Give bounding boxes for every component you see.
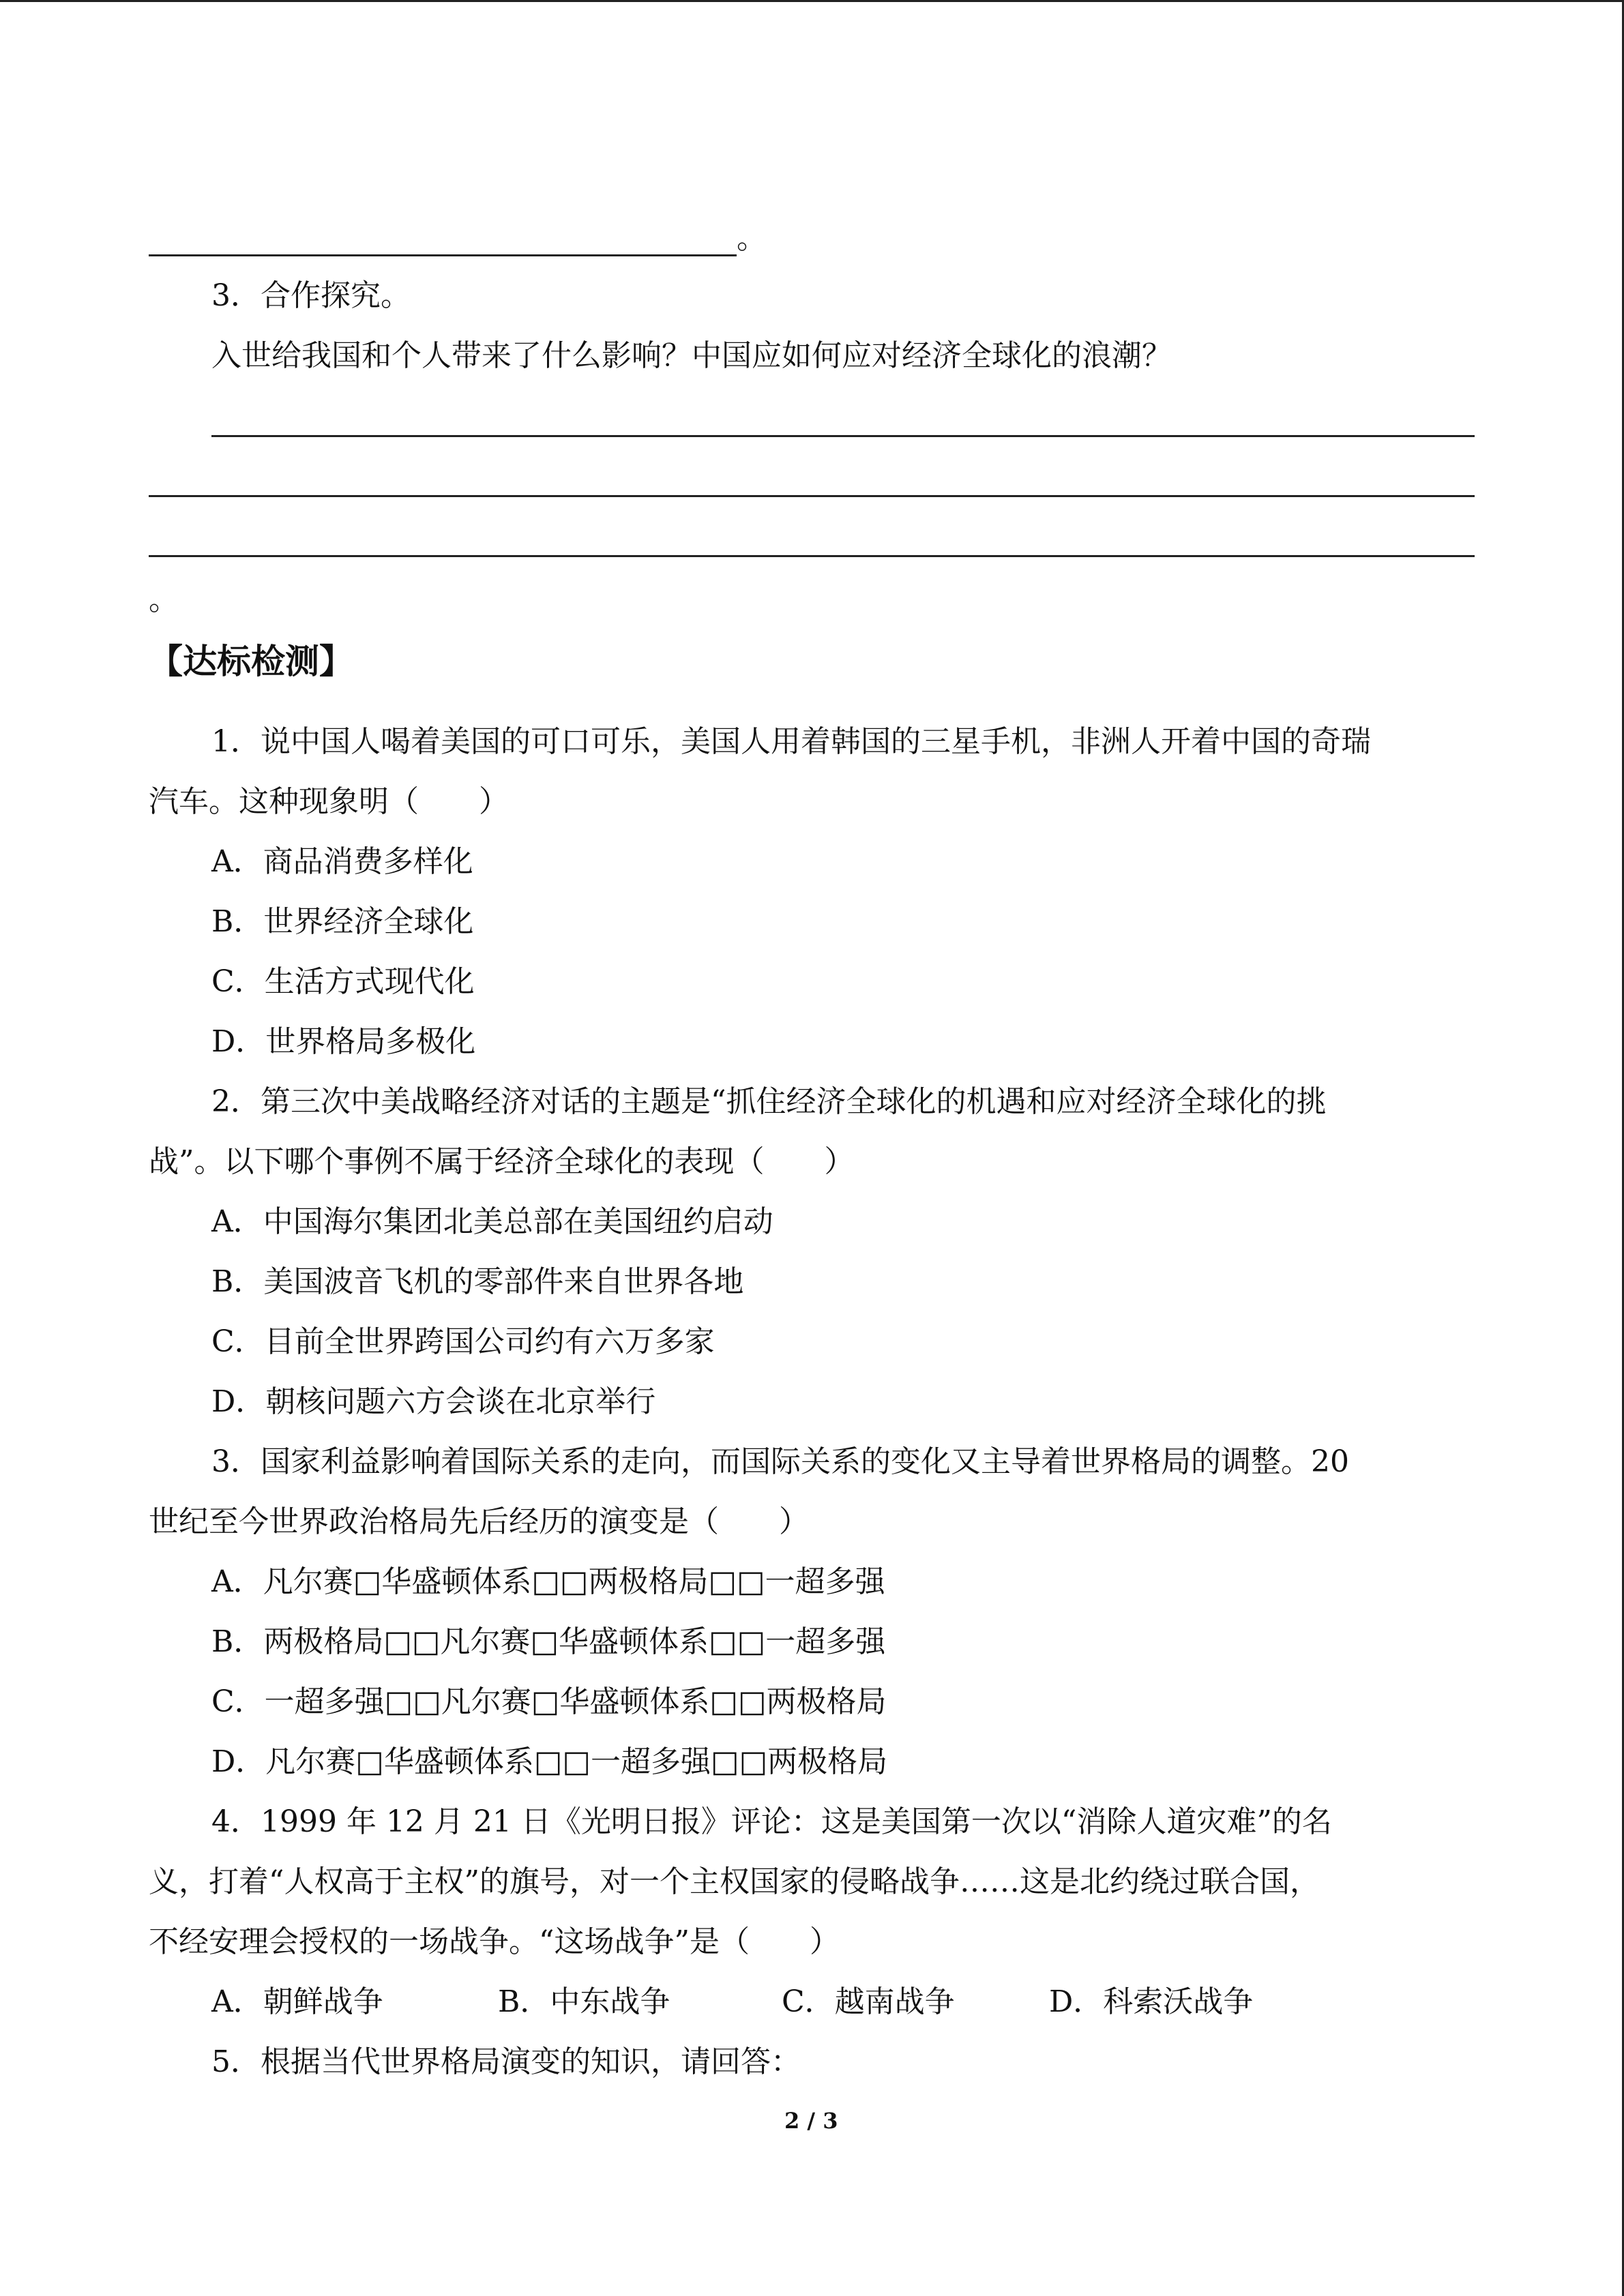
q2-option-d: D．朝核问题六方会谈在北京举行 (211, 1384, 656, 1419)
q4-option-a: A．朝鲜战争 (211, 1984, 383, 2019)
question-3-title: 3．合作探究。 (211, 278, 411, 313)
answer-blank-line (149, 555, 1475, 557)
q3-option-d: D．凡尔赛□华盛顿体系□□一超多强□□两极格局 (211, 1744, 888, 1779)
q1-option-b: B．世界经济全球化 (211, 904, 474, 939)
q1-option-d: D．世界格局多极化 (211, 1024, 476, 1059)
q2-option-c: C．目前全世界跨国公司约有六万多家 (211, 1324, 715, 1359)
q3-stem-line1: 3．国家利益影响着国际关系的走向，而国际关系的变化又主导着世界格局的调整。20 (211, 1444, 1349, 1479)
answer-blank-line (211, 435, 1475, 437)
q1-stem-line1: 1．说中国人喝着美国的可口可乐，美国人用着韩国的三星手机，非洲人开着中国的奇瑞 (211, 724, 1371, 759)
q2-option-b: B．美国波音飞机的零部件来自世界各地 (211, 1264, 744, 1299)
period-mark: 。 (149, 582, 179, 617)
page-number: 2 / 3 (784, 2108, 838, 2134)
q4-stem-line2: 义，打着“人权高于主权”的旗号，对一个主权国家的侵略战争……这是北约绕过联合国， (149, 1864, 1320, 1899)
q5-stem-line1: 5．根据当代世界格局演变的知识，请回答： (211, 2044, 801, 2079)
answer-blank-line (149, 495, 1475, 497)
section-heading: 【达标检测】 (149, 641, 353, 681)
q4-stem-line3: 不经安理会授权的一场战争。“这场战争”是（ ） (149, 1924, 840, 1959)
q1-option-c: C．生活方式现代化 (211, 964, 475, 999)
q2-option-a: A．中国海尔集团北美总部在美国纽约启动 (211, 1204, 773, 1239)
period-mark: 。 (737, 221, 767, 256)
q4-option-c: C．越南战争 (782, 1984, 955, 2019)
q3-stem-line2: 世纪至今世界政治格局先后经历的演变是（ ） (149, 1504, 809, 1539)
q2-stem-line1: 2．第三次中美战略经济对话的主题是“抓住经济全球化的机遇和应对经济全球化的挑 (211, 1084, 1327, 1119)
q1-option-a: A．商品消费多样化 (211, 844, 473, 879)
q3-option-c: C．一超多强□□凡尔赛□华盛顿体系□□两极格局 (211, 1684, 887, 1719)
answer-blank-line (149, 254, 737, 256)
q1-stem-line2: 汽车。这种现象明（ ） (149, 784, 509, 819)
q4-stem-line1: 4．1999 年 12 月 21 日《光明日报》评论：这是美国第一次以“消除人道灾难”的名 (211, 1804, 1332, 1839)
q2-stem-line2: 战”。以下哪个事例不属于经济全球化的表现（ ） (149, 1144, 855, 1179)
q3-option-a: A．凡尔赛□华盛顿体系□□两极格局□□一超多强 (211, 1564, 885, 1599)
q4-option-b: B．中东战争 (498, 1984, 670, 2019)
q4-option-d: D．科索沃战争 (1049, 1984, 1254, 2019)
question-3-prompt: 入世给我国和个人带来了什么影响？中国应如何应对经济全球化的浪潮？ (211, 338, 1172, 373)
q3-option-b: B．两极格局□□凡尔赛□华盛顿体系□□一超多强 (211, 1624, 886, 1659)
